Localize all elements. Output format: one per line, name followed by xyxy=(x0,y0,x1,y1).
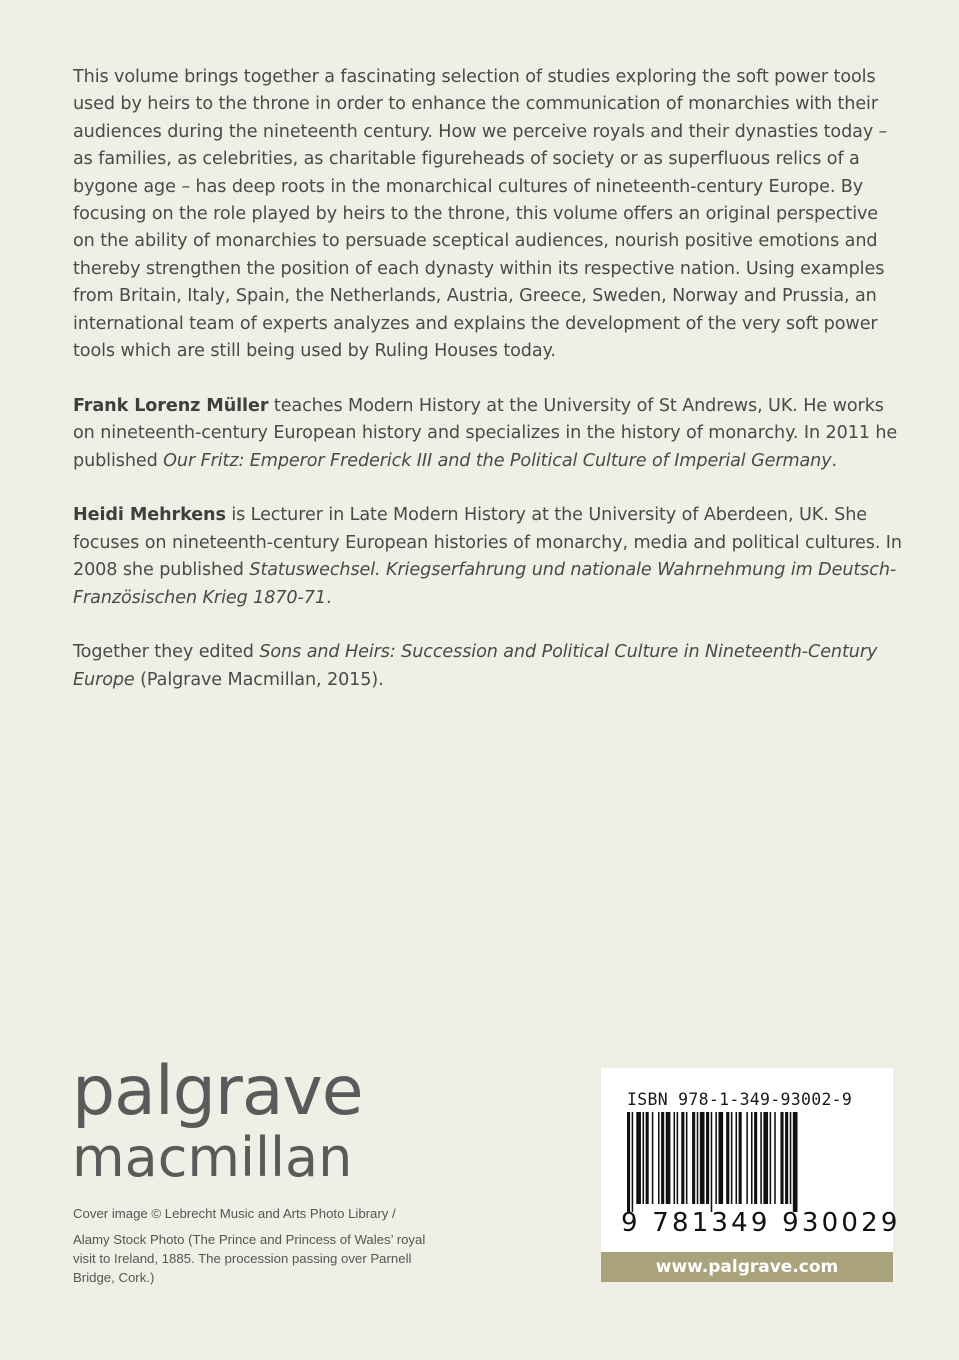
barcode-bar xyxy=(754,1112,757,1204)
barcode-digits: 9 781349 930029 xyxy=(621,1208,901,1238)
barcode-bar xyxy=(726,1112,729,1204)
barcode-bar xyxy=(736,1112,738,1204)
barcode-bar xyxy=(780,1112,783,1204)
together-text2: (Palgrave Macmillan, 2015). xyxy=(134,669,384,690)
barcode-bar xyxy=(627,1112,630,1212)
back-cover-text xyxy=(73,64,903,722)
author1-text1: teaches Modern History at the University of St Andrews, UK. He works on nineteenth-century European history and specializes in the history of monarchy. In 2011 he published xyxy=(73,395,898,471)
author1-paragraph xyxy=(73,393,903,475)
barcode-bar xyxy=(770,1112,772,1204)
barcode-bar xyxy=(666,1112,671,1204)
together-book: Sons and Heirs: Succession and Political Culture in Nineteenth-Century Europe xyxy=(73,642,878,690)
author1-name: Frank Lorenz Müller xyxy=(73,395,269,416)
credit-line1: Cover image © Lebrecht Music and Arts Photo Library / xyxy=(73,1206,396,1221)
barcode-box xyxy=(601,1068,901,1252)
barcode-bar xyxy=(661,1112,664,1204)
barcode-bar xyxy=(731,1112,733,1204)
cover-image-credit xyxy=(73,1204,433,1287)
barcode-bar xyxy=(677,1112,679,1204)
barcode-bar xyxy=(652,1112,654,1204)
logo-line1: palgrave xyxy=(72,1052,363,1131)
barcode-bar xyxy=(646,1112,649,1204)
author2-book: Statuswechsel. Kriegserfahrung und nationale Wahrnehmung im Deutsch-Französischen Krieg 1870-71 xyxy=(73,560,897,608)
author1-text2: . xyxy=(831,450,838,471)
barcode-bar xyxy=(793,1112,798,1212)
barcode-bar xyxy=(790,1112,792,1204)
barcode-bar xyxy=(746,1112,748,1204)
barcode-bar xyxy=(632,1112,634,1212)
barcode-bar xyxy=(700,1112,705,1204)
logo-line2: macmillan xyxy=(72,1126,353,1189)
together-text1: Together they edited xyxy=(73,642,260,663)
author2-text2: . xyxy=(325,587,332,608)
author2-text1: is Lecturer in Late Modern History at the University of Aberdeen, UK. She focuses on nineteenth-century European histories of monarchy, media and political cultures. In 2008 she published xyxy=(73,505,902,581)
barcode-bar xyxy=(697,1112,699,1204)
blurb-paragraph: This volume brings together a fascinating selection of studies exploring the soft power tools used by heirs to the throne in order to enhance the communication of monarchies with their audiences during the nineteenth century. How we perceive royals and their dynasties today – as families, as celebrities, as charitable figureheads of society or as superfluous relics of a bygone age – has deep roots in the monarchical cultures of nineteenth-century Europe. By focusing on the role played by heirs to the throne, this volume offers an original perspective on the ability of monarchies to persuade sceptical audiences, nourish positive emotions and thereby strengthen the position of each dynasty within its respective nation. Using examples from Britain, Italy, Spain, the Netherlands, Austria, Greece, Sweden, Norway and Prussia, an international team of experts analyzes and explains the development of the very soft power tools which are still being used by Ruling Houses today. xyxy=(73,67,888,362)
author1-book: Our Fritz: Emperor Frederick III and the Political Culture of Imperial Germany xyxy=(163,450,832,471)
barcode-bar xyxy=(681,1112,684,1204)
barcode-bar xyxy=(636,1112,641,1204)
publisher-logo xyxy=(72,1052,363,1189)
barcode-bar xyxy=(718,1112,723,1204)
barcode-bar xyxy=(763,1112,768,1204)
barcode-bar xyxy=(643,1112,645,1204)
together-paragraph xyxy=(73,639,903,694)
barcode-bar xyxy=(692,1112,695,1204)
barcode-bar xyxy=(760,1112,762,1204)
barcode-bar xyxy=(785,1112,788,1204)
website-url[interactable]: www.palgrave.com xyxy=(601,1252,893,1282)
isbn-label: ISBN 978-1-349-93002-9 xyxy=(627,1090,853,1109)
author2-paragraph xyxy=(73,502,903,612)
barcode-bar xyxy=(658,1112,660,1204)
barcode-bar xyxy=(674,1112,676,1204)
author2-name: Heidi Mehrkens xyxy=(73,505,226,526)
barcode-bar xyxy=(715,1112,717,1204)
barcode-bars xyxy=(627,1112,839,1212)
barcode-bar xyxy=(711,1112,713,1212)
credit-line2: Alamy Stock Photo (The Prince and Princess of Wales’ royal visit to Ireland, 1885. The procession passing over Parnell Bridge, Cork.) xyxy=(73,1232,426,1285)
barcode-bar xyxy=(774,1112,776,1204)
barcode-bar xyxy=(751,1112,753,1204)
barcode-bar xyxy=(686,1112,688,1204)
barcode-bar xyxy=(706,1112,709,1204)
barcode-bar xyxy=(739,1112,742,1204)
